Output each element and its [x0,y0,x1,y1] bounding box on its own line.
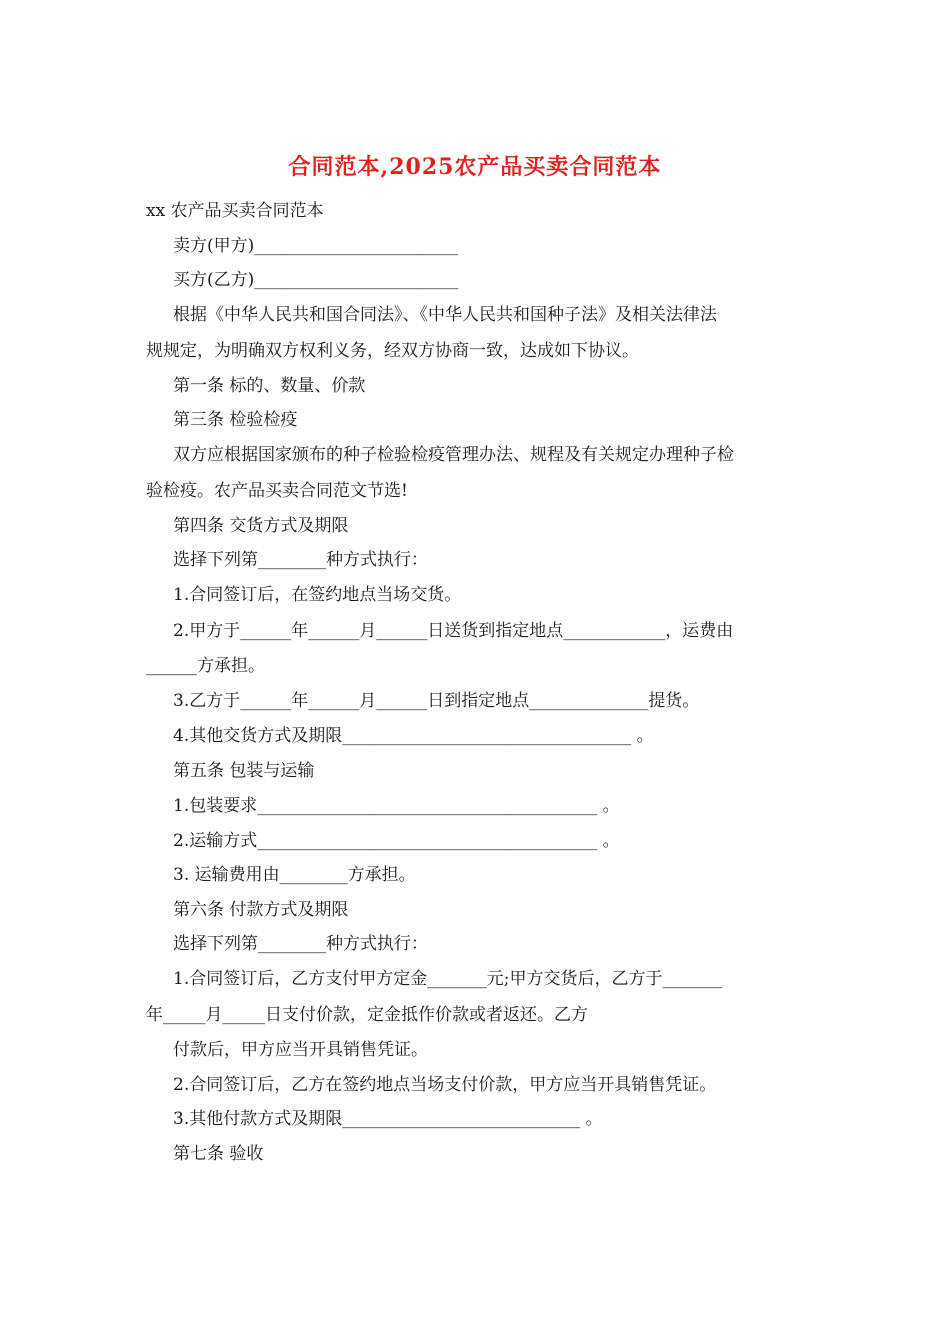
seller-line: 卖方(甲方)________________________ [173,236,459,256]
article-3-heading: 第三条 检验检疫 [173,410,298,430]
article-1-heading: 第一条 标的、数量、价款 [173,376,366,396]
buyer-line: 买方(乙方)________________________ [173,270,459,290]
article-5-heading: 第五条 包装与运输 [173,761,315,781]
article-5-item-3: 3. 运输费用由________方承担。 [173,865,416,885]
article-5-item-2: 2.运输方式________________________________________ 。 [173,831,620,851]
preamble-line-1: 根据《中华人民共和国合同法》、《中华人民共和国种子法》及相关法律法 [173,305,717,325]
preamble-line-2: 规规定，为明确双方权利义务，经双方协商一致，达成如下协议。 [146,341,639,361]
article-4-heading: 第四条 交货方式及期限 [173,516,349,536]
article-4-option-2: 2.甲方于______年______月______日送货到指定地点____________，运费由 [173,621,734,641]
article-6-option-1-cont: 年_____月_____日支付价款，定金抵作价款或者返还。乙方 [146,1005,588,1025]
article-4-select: 选择下列第________种方式执行： [173,550,428,570]
document-title: 合同范本,2025农产品买卖合同范本 [288,154,662,180]
article-4-option-1: 1.合同签订后，在签约地点当场交货。 [173,585,462,605]
article-3-text-1: 双方应根据国家颁布的种子检验检疫管理办法、规程及有关规定办理种子检 [173,445,734,465]
article-3-text-2: 验检疫。农产品买卖合同范文节选! [146,481,408,501]
article-6-heading: 第六条 付款方式及期限 [173,900,349,920]
article-4-option-2-cont: ______方承担。 [146,656,265,676]
article-6-option-2: 2.合同签订后，乙方在签约地点当场支付价款，甲方应当开具销售凭证。 [173,1075,717,1095]
article-4-option-4: 4.其他交货方式及期限__________________________________ 。 [173,726,654,746]
article-7-heading: 第七条 验收 [173,1144,264,1164]
article-6-option-1-cont-2: 付款后，甲方应当开具销售凭证。 [173,1040,428,1060]
article-6-option-3: 3.其他付款方式及期限____________________________ 。 [173,1109,603,1129]
article-6-option-1: 1.合同签订后，乙方支付甲方定金_______元;甲方交货后，乙方于_______ [173,969,722,989]
article-5-item-1: 1.包装要求________________________________________ 。 [173,796,620,816]
article-4-option-3: 3.乙方于______年______月______日到指定地点______________提货。 [173,691,700,711]
article-6-select: 选择下列第________种方式执行： [173,934,428,954]
doc-subtitle: xx 农产品买卖合同范本 [146,201,324,221]
